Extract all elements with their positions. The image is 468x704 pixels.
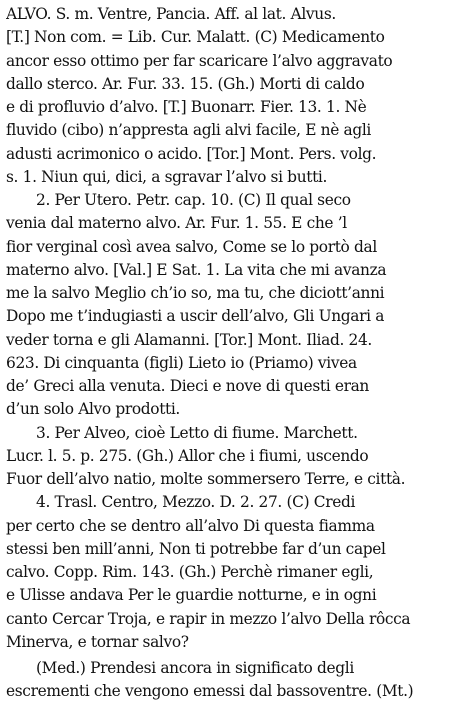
entry-line: s. 1. Niun qui, dici, a sgravar l’alvo si butti.: [6, 167, 328, 186]
entry-line: adusti acrimonico o acido. [Tor.] Mont. Pers. volg.: [6, 144, 377, 163]
entry-line: Minerva, e tornar salvo?: [6, 632, 189, 651]
entry-line: me la salvo Meglio ch’io so, ma tu, che diciott’anni: [6, 284, 385, 302]
med-note-line: (Med.) Prendesi ancora in significato degli: [36, 659, 354, 677]
entry-line-headword: ALVO. S. m. Ventre, Pancia. Aff. al lat. Alvus.: [6, 5, 336, 23]
entry-line: Dopo me t’indugiasti a uscir dell’alvo, Gli Ungari a: [6, 307, 385, 326]
entry-line: d’un solo Alvo prodotti.: [6, 400, 180, 419]
entry-line: 623. Di cinquanta (figli) Lieto io (Priamo) vivea: [6, 353, 357, 372]
sense-3-line: 3. Per Alveo, cioè Letto di fiume. Marchett.: [36, 423, 358, 442]
entry-line: [T.] Non com. = Lib. Cur. Malatt. (C) Medicamento: [6, 28, 385, 47]
med-note-line: escrementi che vengono emessi dal bassoventre. (Mt.): [6, 682, 414, 701]
entry-line: materno alvo. [Val.] E Sat. 1. La vita che mi avanza: [6, 260, 387, 279]
sense-4-line: 4. Trasl. Centro, Mezzo. D. 2. 27. (C) Credi: [36, 493, 356, 512]
entry-line: stessi ben mill’anni, Non ti potrebbe far d’un capel: [6, 539, 386, 558]
sense-2-line: 2. Per Utero. Petr. cap. 10. (C) Il qual seco: [36, 191, 351, 209]
entry-line: canto Cercar Troja, e rapir in mezzo l’alvo Della rôcca: [6, 609, 411, 628]
entry-line: fluvido (cibo) n’appresta agli alvi facile, E nè agli: [6, 121, 371, 140]
entry-line: dallo sterco. Ar. Fur. 33. 15. (Gh.) Morti di caldo: [6, 74, 365, 93]
entry-line: calvo. Copp. Rim. 143. (Gh.) Perchè rimaner egli,: [6, 563, 374, 581]
entry-line: fior verginal così avea salvo, Come se lo portò dal: [6, 237, 377, 256]
entry-line: Lucr. l. 5. p. 275. (Gh.) Allor che i fiumi, uscendo: [6, 446, 369, 465]
entry-line: veder torna e gli Alamanni. [Tor.] Mont. Iliad. 24.: [6, 330, 372, 349]
entry-line: e di profluvio d’alvo. [T.] Buonarr. Fier. 13. 1. Nè: [6, 98, 367, 116]
entry-line: venia dal materno alvo. Ar. Fur. 1. 55. E che ’l: [6, 214, 347, 233]
entry-line: e Ulisse andava Per le guardie notturne, e in ogni: [6, 586, 377, 605]
entry-line: de’ Greci alla venuta. Dieci e nove di questi eran: [6, 377, 369, 395]
entry-line: ancor esso ottimo per far scaricare l’alvo aggravato: [6, 51, 393, 70]
entry-line: Fuor dell’alvo natio, molte sommersero Terre, e città.: [6, 470, 406, 488]
entry-line: per certo che se dentro all’alvo Di questa fiamma: [6, 516, 375, 535]
